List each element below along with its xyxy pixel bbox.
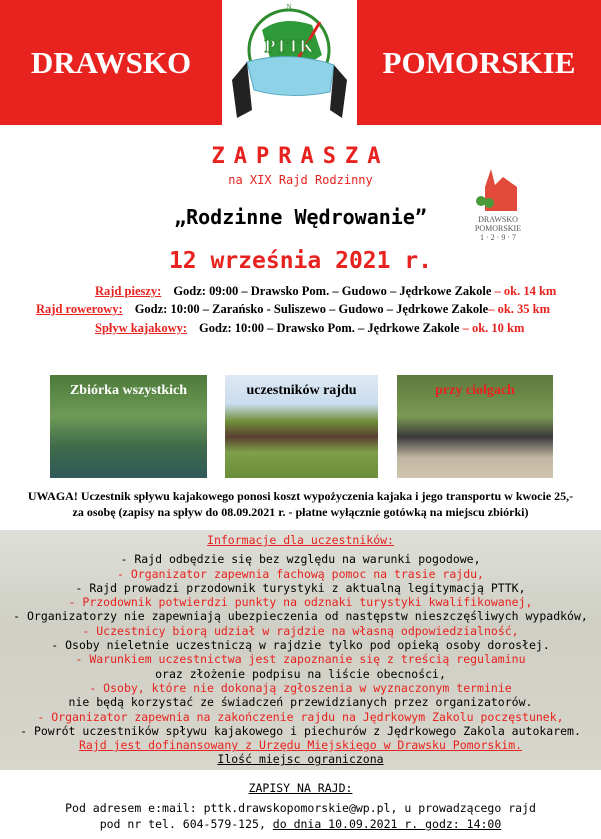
info-line: - Organizator zapewnia na zakończenie rajdu na Jędrkowym Zakolu poczęstunek,	[37, 709, 564, 724]
signup-phone-line	[0, 816, 601, 832]
town-logo-line1: DRAWSKO	[478, 215, 518, 224]
route-bike	[36, 302, 550, 317]
header-right-text: POMORSKIE	[382, 44, 576, 80]
photo-cyclists	[397, 375, 553, 478]
route-desc: Godz: 10:00 – Drawsko Pom. – Jędrkowe Zakole	[199, 321, 460, 335]
info-line: - Organizatorzy nie zapewniają ubezpieczenia od następstw nieszczęśliwych wypadków,	[13, 609, 588, 624]
route-distance: – ok. 14 km	[494, 284, 557, 298]
svg-text:N: N	[286, 3, 292, 11]
invite-heading: ZAPRASZA	[211, 144, 390, 169]
route-desc: Godz: 10:00 – Zarańsko - Suliszewo – Gudowo – Jędrkowe Zakole	[134, 302, 489, 316]
info-heading: Informacje dla uczestników:	[207, 533, 394, 547]
info-line: - Uczestnicy biorą udział w rajdzie na własną odpowiedzialność,	[82, 623, 519, 638]
info-line: - Warunkiem uczestnictwa jest zapoznanie się z treścią regulaminu	[75, 652, 526, 667]
info-line: - Osoby nieletnie uczestniczą w rajdzie tylko pod opieką osoby dorosłej.	[51, 638, 550, 653]
info-line: - Rajd prowadzi przodownik turystyki z aktualną legitymacją PTTK,	[75, 580, 526, 595]
route-distance: – ok. 35 km	[488, 302, 551, 316]
photo-caption: przy ciołgach	[435, 383, 515, 398]
route-label: Rajd rowerowy:	[36, 302, 123, 316]
route-distance: – ok. 10 km	[462, 321, 525, 335]
limited-places-note: Ilość miejsc ograniczona	[217, 752, 384, 767]
church-icon	[473, 165, 523, 213]
header-left-band	[0, 0, 222, 125]
info-line: - Powrót uczestników spływu kajakowego i piechurów z Jędrkowego Zakola autokarem.	[20, 723, 581, 738]
info-line: - Organizator zapewnia fachową pomoc na trasie rajdu,	[117, 566, 484, 581]
info-section	[0, 530, 601, 770]
photo-walkers	[225, 375, 378, 478]
signup-heading: ZAPISY NA RAJD:	[248, 781, 353, 795]
pttk-mask-logo	[222, 0, 357, 125]
event-date: 12 września 2021 r.	[168, 248, 433, 274]
info-line: - Rajd odbędzie się bez względu na warunki pogodowe,	[120, 552, 481, 567]
info-line: - Osoby, które nie dokonają zgłoszenia w wyznaczonym terminie	[89, 680, 512, 695]
svg-text:PTTK: PTTK	[264, 36, 314, 56]
signup-phone: pod nr tel. 604-579-125,	[99, 817, 273, 831]
town-logo-year: 1 · 2 · 9 · 7	[480, 233, 516, 242]
route-walk	[95, 284, 556, 299]
photo-caption: uczestników rajdu	[246, 383, 357, 398]
subtitle: na XIX Rajd Rodzinny	[228, 173, 373, 187]
signup-deadline: do dnia 10.09.2021 r. godz: 14:00	[272, 817, 502, 831]
town-logo	[468, 165, 528, 242]
route-label: Rajd pieszy:	[95, 284, 162, 298]
funding-note: Rajd jest dofinansowany z Urzędu Miejskiego w Drawsku Pomorskim.	[78, 738, 523, 753]
event-title: „Rodzinne Wędrowanie”	[174, 205, 427, 229]
signup-section	[0, 780, 601, 832]
info-line: oraz złożenie podpisu na liście obecności,	[155, 666, 446, 681]
photo-kayaks	[50, 375, 207, 478]
header-left-text: DRAWSKO	[30, 44, 192, 80]
route-kayak	[95, 321, 524, 336]
signup-email-line: Pod adresem e:mail: pttk.drawskopomorskie@wp.pl, u prowadzącego rajd	[65, 801, 536, 815]
header-right-band	[357, 0, 601, 125]
notice-line: UWAGA! Uczestnik spływu kajakowego ponosi koszt wypożyczenia kajaka i jego transportu w kwocie 25,-	[27, 489, 574, 503]
route-label: Spływ kajakowy:	[95, 321, 188, 335]
kayak-notice	[0, 488, 601, 520]
route-desc: Godz: 09:00 – Drawsko Pom. – Gudowo – Jędrkowe Zakole	[173, 284, 492, 298]
photo-caption: Zbiórka wszystkich	[69, 383, 188, 398]
info-line: nie będą korzystać ze świadczeń przewidzianych przez organizatorów.	[68, 695, 533, 710]
info-line: - Przodownik potwierdzi punkty na odznaki turystyki kwalifikowanej,	[68, 595, 533, 610]
notice-line: za osobę (zapisy na spływ do 08.09.2021 r. - płatne wyłącznie gotówką na miejscu zbiórki)	[72, 505, 529, 519]
town-logo-line2: POMORSKIE	[474, 224, 522, 233]
